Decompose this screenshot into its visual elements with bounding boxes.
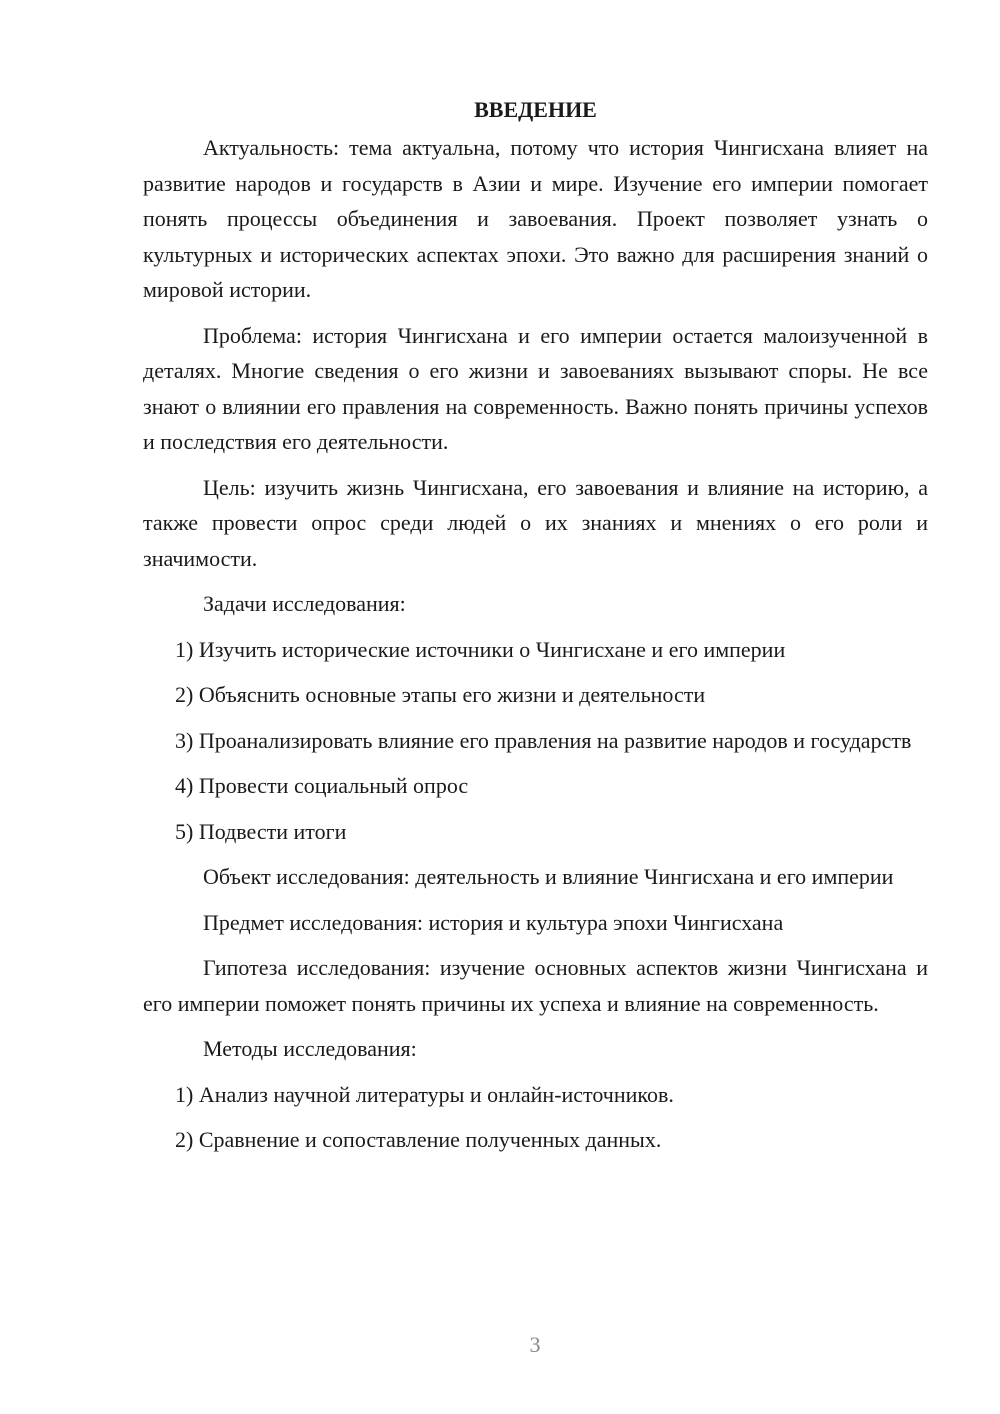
- subject-paragraph: Предмет исследования: история и культура эпохи Чингисхана: [203, 909, 784, 935]
- problem-paragraph: Проблема: история Чингисхана и его империи остается малоизученной в деталях. Многие сведения о его жизни и завоеваниях вызывают споры. Не все знают о влиянии его правления на современность. Важно понять причины успехов и последствия его деятельности.: [143, 322, 928, 454]
- task-item-1: 1) Изучить исторические источники о Чингисхане и его империи: [175, 636, 786, 662]
- page-content: [143, 94, 928, 1158]
- task-item-3: 3) Проанализировать влияние его правления на развитие народов и государств: [175, 727, 912, 753]
- goal-paragraph: Цель: изучить жизнь Чингисхана, его завоевания и влияние на историю, а также провести опрос среди людей о их знаниях и мнениях о его роли и значимости.: [143, 474, 928, 571]
- relevance-paragraph: Актуальность: тема актуальна, потому что история Чингисхана влияет на развитие народов и государств в Азии и мире. Изучение его империи помогает понять процессы объединения и завоевания. Проект позволяет узнать о культурных и исторических аспектах эпохи. Это важно для расширения знаний о мировой истории.: [143, 135, 928, 302]
- task-item-4: 4) Провести социальный опрос: [175, 773, 469, 798]
- page-number: 3: [529, 1332, 541, 1357]
- tasks-heading: Задачи исследования:: [203, 591, 406, 616]
- method-item-1: 1) Анализ научной литературы и онлайн-источников.: [175, 1081, 674, 1107]
- methods-heading: Методы исследования:: [203, 1036, 417, 1061]
- task-item-2: 2) Объяснить основные этапы его жизни и деятельности: [175, 682, 706, 707]
- object-paragraph: Объект исследования: деятельность и влияние Чингисхана и его империи: [203, 864, 894, 889]
- hypothesis-paragraph: Гипотеза исследования: изучение основных аспектов жизни Чингисхана и его империи поможет понять причины их успеха и влияние на современность.: [143, 955, 928, 1016]
- task-item-5: 5) Подвести итоги: [175, 818, 347, 844]
- method-item-2: 2) Сравнение и сопоставление полученных данных.: [175, 1127, 662, 1152]
- page-title: ВВЕДЕНИЕ: [474, 97, 597, 122]
